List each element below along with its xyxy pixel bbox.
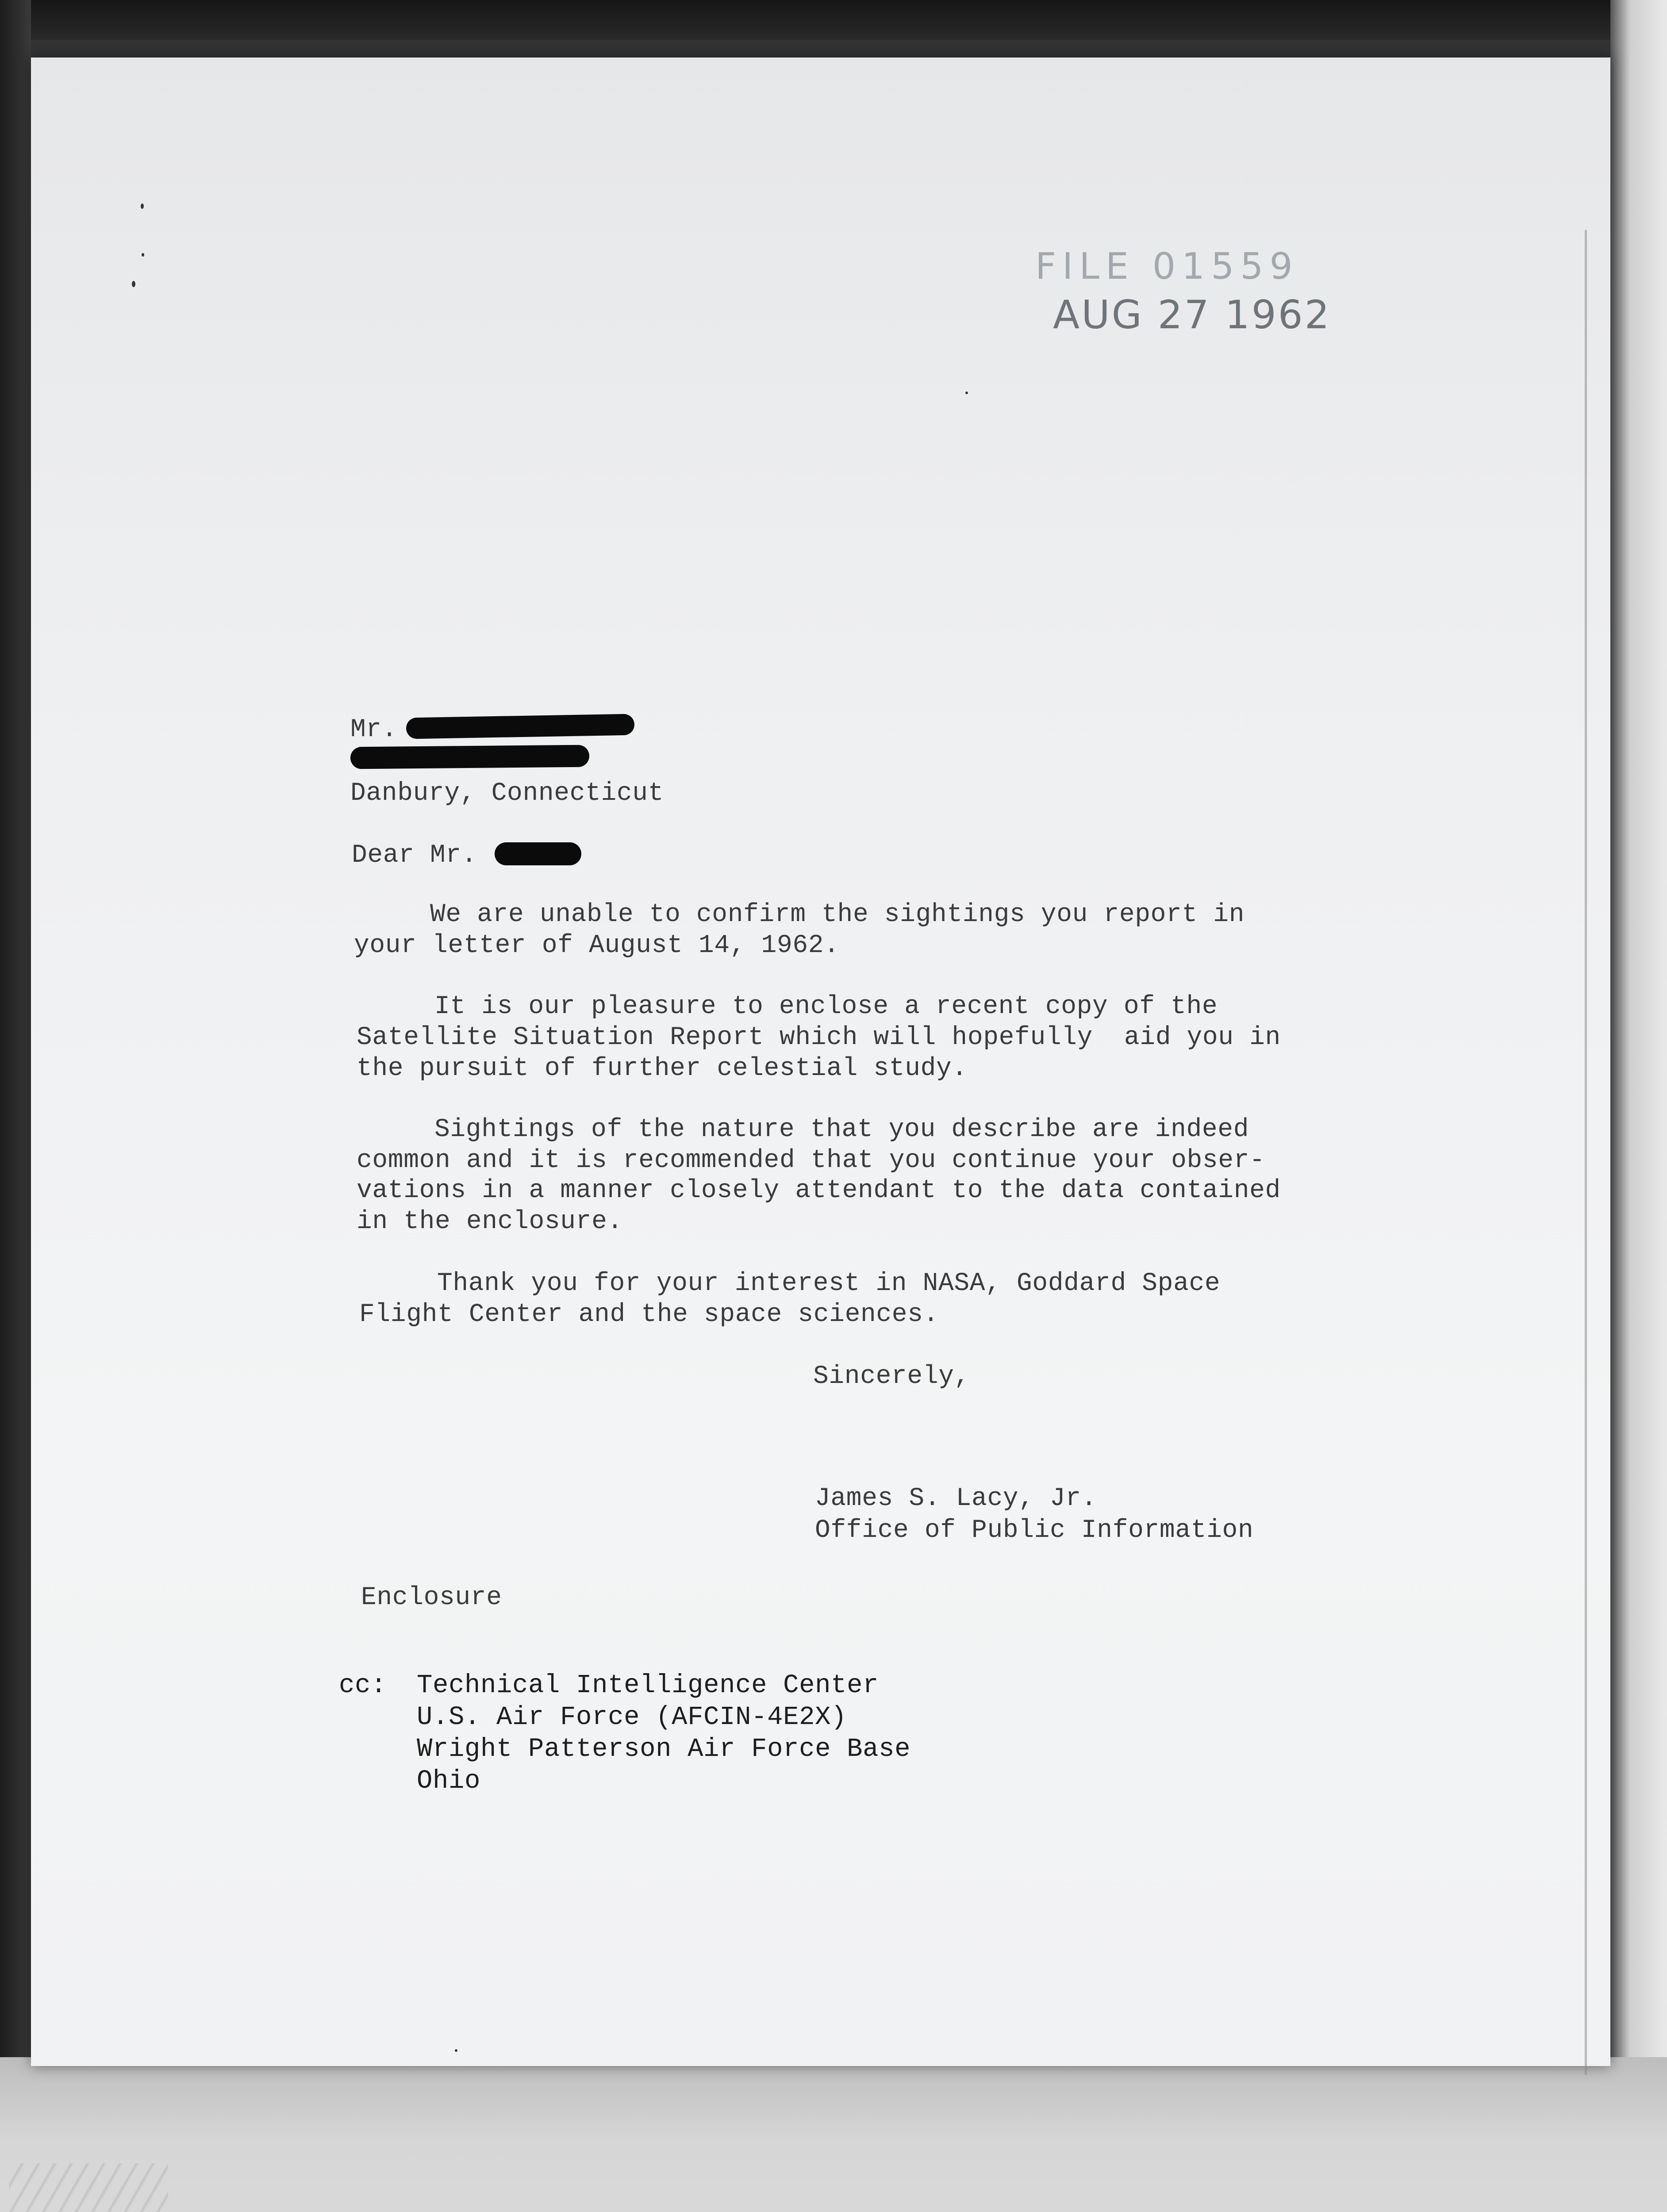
greeting: Dear Mr. [352, 841, 477, 870]
body-paragraph-2-line-3: the pursuit of further celestial study. [357, 1054, 968, 1083]
recipient-prefix: Mr. [350, 715, 398, 744]
scan-backdrop-left [0, 0, 31, 2079]
page-speck [455, 2049, 457, 2052]
cc-line-1: Technical Intelligence Center [417, 1671, 879, 1700]
underlying-sheet-streaks [9, 2163, 168, 2212]
closing: Sincerely, [813, 1362, 970, 1391]
body-paragraph-2-line-1: It is our pleasure to enclose a recent copy of the [434, 992, 1218, 1021]
body-paragraph-4-line-1: Thank you for your interest in NASA, Goddard Space [437, 1269, 1221, 1298]
recipient-city: Danbury, Connecticut [350, 779, 664, 808]
cc-label: cc: [339, 1671, 387, 1700]
page-speck [132, 281, 135, 287]
body-paragraph-1-line-2: your letter of August 14, 1962. [354, 931, 840, 960]
body-paragraph-2-line-2: Satellite Situation Report which will hopefully aid you in [357, 1023, 1281, 1052]
redaction-recipient-street [350, 745, 589, 769]
page-edge-line [1585, 230, 1587, 2075]
file-stamp: FILE 01559 [1035, 246, 1299, 288]
page-speck [965, 392, 968, 394]
redaction-recipient-name [406, 714, 635, 739]
underlying-sheet [0, 2057, 1667, 2212]
cc-line-2: U.S. Air Force (AFCIN-4E2X) [417, 1702, 847, 1732]
page-speck [142, 253, 144, 257]
body-paragraph-3-line-1: Sightings of the nature that you describe are indeed [434, 1115, 1249, 1144]
redaction-greeting-name [495, 842, 581, 865]
body-paragraph-3-line-3: vations in a manner closely attendant to the data contained [357, 1176, 1281, 1205]
body-paragraph-3-line-4: in the enclosure. [357, 1207, 623, 1236]
body-paragraph-1-line-1: We are unable to confirm the sightings you report in [430, 900, 1245, 929]
page-speck [141, 204, 144, 209]
cc-line-3: Wright Patterson Air Force Base [417, 1734, 911, 1764]
signature-name: James S. Lacy, Jr. [815, 1484, 1097, 1513]
scan-backdrop-top [0, 0, 1667, 40]
enclosure-note: Enclosure [361, 1583, 502, 1612]
cc-line-4: Ohio [417, 1766, 481, 1796]
body-paragraph-4-line-2: Flight Center and the space sciences. [359, 1300, 939, 1329]
signature-office: Office of Public Information [815, 1516, 1254, 1545]
body-paragraph-3-line-2: common and it is recommended that you continue your obser- [357, 1146, 1265, 1175]
date-stamp: AUG 27 1962 [1053, 292, 1331, 338]
scan-backdrop-right [1610, 0, 1667, 2079]
